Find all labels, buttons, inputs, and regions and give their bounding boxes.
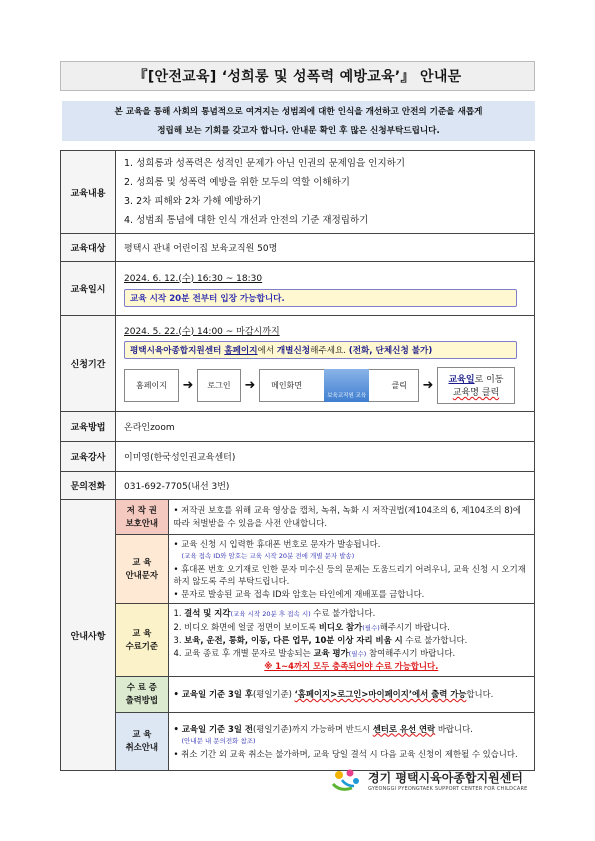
flow-step-homepage: 홈페이지 [124,369,179,402]
intro-line-2: 정립해 보는 기회를 갖고자 합니다. 안내문 확인 후 많은 신청부탁드립니다. [157,126,440,136]
arrow-right-icon: ➜ [182,377,194,393]
date-notice: 교육 시작 20분 전부터 입장 가능합니다. [124,289,517,307]
intro-box [62,101,535,141]
date-value: 2024. 6. 12.(수) 16:30 ~ 18:30 [124,273,263,284]
info-table [60,150,535,771]
guide-cancel: 교 육 취소안내 • 교육일 기준 3일 전(평일기준)까지 가능하며 반드시 센터로 유선 연락 바랍니다. (안내문 내 문의전화 참조) • 취소 기간 외 교육 취소는 불가하며, 교육 당일 결석 시 다음 교육 신청이 제한될 수 있습니다. [116,712,534,770]
row-guide [61,500,535,771]
title-text: 『[안전교육] ‘성희롱 및 성폭력 예방교육’』 안내문 [133,69,462,85]
method-value: 온라인zoom [116,412,535,442]
apply-period: 2024. 5. 22.(수) 14:00 ~ 마감시까지 [124,326,280,337]
label-apply: 신청기간 [61,316,116,412]
content-item-3: 3. 2차 피해와 2차 가해 예방하기 [124,196,262,207]
guide-table [116,500,534,770]
content-items [116,151,535,234]
row-content [61,151,535,234]
row-apply [61,316,535,412]
label-instructor: 교육강사 [61,442,116,472]
flow-step-login: 로그인 [197,369,241,402]
label-phone: 문의전화 [61,472,116,500]
guide-sms: 교 육 안내문자 • 교육 신청 시 입력한 휴대폰 번호로 문자가 발송됩니다. (교육 접속 ID와 암호는 교육 시작 20분 전에 개별 문자 발송) • 휴대폰 번호 오기재로 인한 문자 미수신 등의 문제는 도움드리기 어려우니, 교육 신청 시 오기재하지 않도록 주의 부탁드립니다. • 문자로 발송된 교육 접속 ID와 암호는 타인에게 재배포를 금합니다. [116,534,534,604]
row-target [61,234,535,262]
content-item-1: 1. 성희롱과 성폭력은 성적인 문제가 아닌 인권의 문제임을 인지하기 [124,158,406,169]
row-date [61,262,535,316]
label-target: 교육대상 [61,234,116,262]
flow-step-main: 메인화면 보육교직원 교육 클릭 [259,369,419,402]
arrow-right-icon: ➜ [422,377,434,393]
label-content: 교육내용 [61,151,116,234]
phone-value: 031-692-7705(내선 3번) [116,472,535,500]
row-instructor [61,442,535,472]
label-date: 교육일시 [61,262,116,316]
apply-flow [124,367,526,404]
arrow-right-icon: ➜ [244,377,256,393]
apply-note: 평택시육아종합지원센터 홈페이지에서 개별신청해주세요. (전화, 단체신청 불가) [124,341,517,359]
row-phone [61,472,535,500]
center-logo-icon [330,766,362,794]
content-item-2: 2. 성희롱 및 성폭력 예방을 위한 모두의 역할 이해하기 [124,177,350,188]
footer [330,765,540,795]
book-icon: 보육교직원 교육 [324,369,369,402]
target-value: 평택시 관내 어린이집 보육교직원 50명 [116,234,535,262]
completion-warning: ※ 1~4까지 모두 충족되어야 수료 가능합니다. [264,661,439,671]
center-name-english: GYEONGGI PYEONGTAEK SUPPORT CENTER FOR CHILDCARE [368,785,528,792]
label-method: 교육방법 [61,412,116,442]
center-name: 경기 평택시육아종합지원센터 [368,770,523,785]
guide-copyright: 저 작 권 보호안내 • 저작권 보호를 위해 교육 영상을 캡처, 녹취, 녹화 시 저작권법(제104조의 6, 제104조의 8)에 따라 처벌받을 수 있음을 사전 안내합니다. [116,500,534,534]
guide-completion: 교 육 수료기준 1. 결석 및 지각(교육 시작 20분 후 접속 시) 수료 불가합니다. 2. 비디오 화면에 얼굴 정면이 보이도록 비디오 참가(필수)해주시기 바랍니다. 3. 보육, 운전, 통화, 이동, 다른 업무, 10분 이상 자리 비움 시 수료 불가합니다. 4. 교육 종료 후 개별 문자로 발송되는 교육 평가(필수) 참여해주시기 바랍니다. ※ 1~4까지 모두 충족되어야 수료 가능합니다. [116,604,534,677]
document-title [60,61,535,91]
label-guide: 안내사항 [61,500,116,771]
instructor-value: 이미영(한국성인권교육센터) [116,442,535,472]
guide-certificate: 수 료 증 출력방법 • 교육일 기준 3일 후(평일기준) ‘홈페이지>로그인>마이페이지’에서 출력 가능합니다. [116,676,534,712]
content-item-4: 4. 성범죄 통념에 대한 인식 개선과 안전의 기준 재정립하기 [124,215,369,226]
flow-step-final: 교육일로 이동 교육명 클릭 [437,367,515,404]
row-method [61,412,535,442]
intro-line-1: 본 교육을 통해 사회의 통념적으로 여겨지는 성범죄에 대한 인식을 개선하고 안전의 기준을 새롭게 [114,107,483,117]
